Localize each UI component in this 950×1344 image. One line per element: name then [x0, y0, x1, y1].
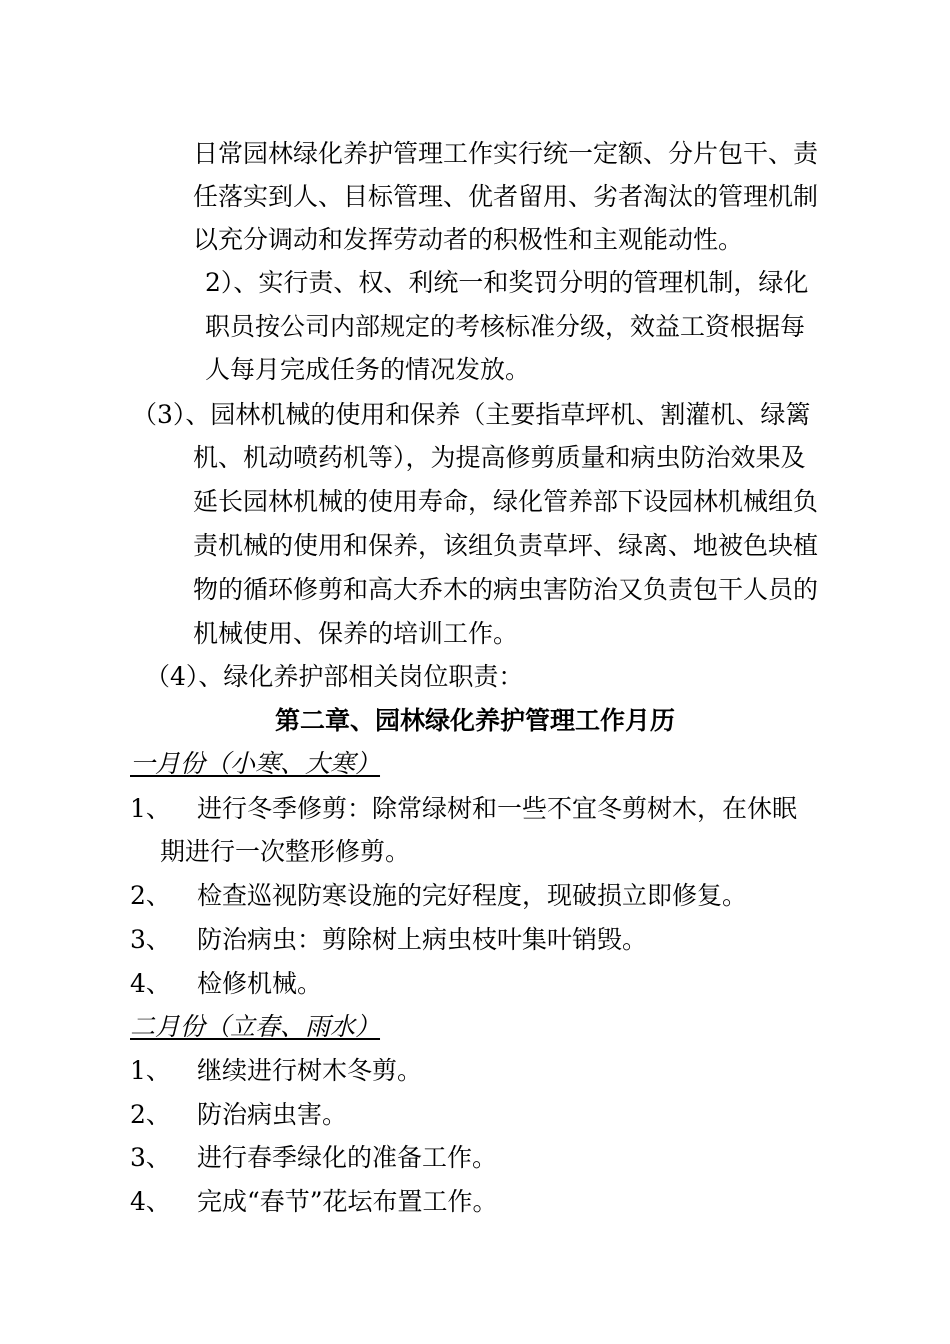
list-item	[0, 1054, 950, 1088]
item-text: 进行春季绿化的准备工作。	[197, 1143, 498, 1172]
item-continuation: 期进行一次整形修剪。	[160, 837, 411, 866]
item-number: 2、	[130, 881, 171, 910]
paragraph-line: 2）、实行责、权、利统一和奖罚分明的管理机制，绿化	[205, 268, 809, 297]
paragraph-line: 人每月完成任务的情况发放。	[205, 355, 531, 384]
list-item	[0, 792, 950, 826]
month-title-february: 二月份（立春、雨水）	[130, 1012, 381, 1041]
paragraph-line: （4）、绿化养护部相关岗位职责：	[145, 662, 524, 691]
item-text: 继续进行树木冬剪。	[197, 1056, 423, 1085]
item-number: 3、	[130, 1143, 171, 1172]
item-number: 1、	[130, 1056, 171, 1085]
list-item	[0, 879, 950, 913]
item-text: 完成“春节”花坛布置工作。	[197, 1187, 498, 1216]
paragraph-line: 机、机动喷药机等），为提高修剪质量和病虫防治效果及	[193, 443, 806, 472]
item-number: 4、	[130, 969, 171, 998]
paragraph-line: 延长园林机械的使用寿命，绿化管养部下设园林机械组负	[193, 487, 819, 516]
item-text: 防治病虫：剪除树上病虫枝叶集叶销毁。	[197, 925, 648, 954]
item-text: 防治病虫害。	[197, 1100, 348, 1129]
item-number: 3、	[130, 925, 171, 954]
paragraph-line: 物的循环修剪和高大乔木的病虫害防治又负责包干人员的	[193, 575, 819, 604]
item-text: 进行冬季修剪：除常绿树和一些不宜冬剪树木，在休眠	[197, 794, 798, 823]
paragraph-line: （3）、园林机械的使用和保养（主要指草坪机、割灌机、绿篱	[132, 400, 811, 429]
list-item	[0, 1098, 950, 1132]
paragraph-line: 责机械的使用和保养，该组负责草坪、绿离、地被色块植	[193, 531, 819, 560]
item-number: 1、	[130, 794, 171, 823]
item-number: 2、	[130, 1100, 171, 1129]
list-item	[0, 1185, 950, 1219]
chapter-title: 第二章、园林绿化养护管理工作月历	[274, 706, 675, 735]
list-item	[0, 967, 950, 1001]
paragraph-line: 以充分调动和发挥劳动者的积极性和主观能动性。	[193, 225, 744, 254]
month-title-january: 一月份（小寒、大寒）	[130, 749, 381, 778]
item-number: 4、	[130, 1187, 171, 1216]
item-text: 检查巡视防寒设施的完好程度，现破损立即修复。	[197, 881, 748, 910]
item-text: 检修机械。	[197, 969, 323, 998]
list-item	[0, 1141, 950, 1175]
paragraph-line: 日常园林绿化养护管理工作实行统一定额、分片包干、责	[193, 139, 819, 168]
paragraph-line: 机械使用、保养的培训工作。	[193, 619, 519, 648]
list-item	[0, 923, 950, 957]
paragraph-line: 任落实到人、目标管理、优者留用、劣者淘汰的管理机制	[193, 182, 819, 211]
paragraph-line: 职员按公司内部规定的考核标准分级，效益工资根据每	[205, 312, 806, 341]
